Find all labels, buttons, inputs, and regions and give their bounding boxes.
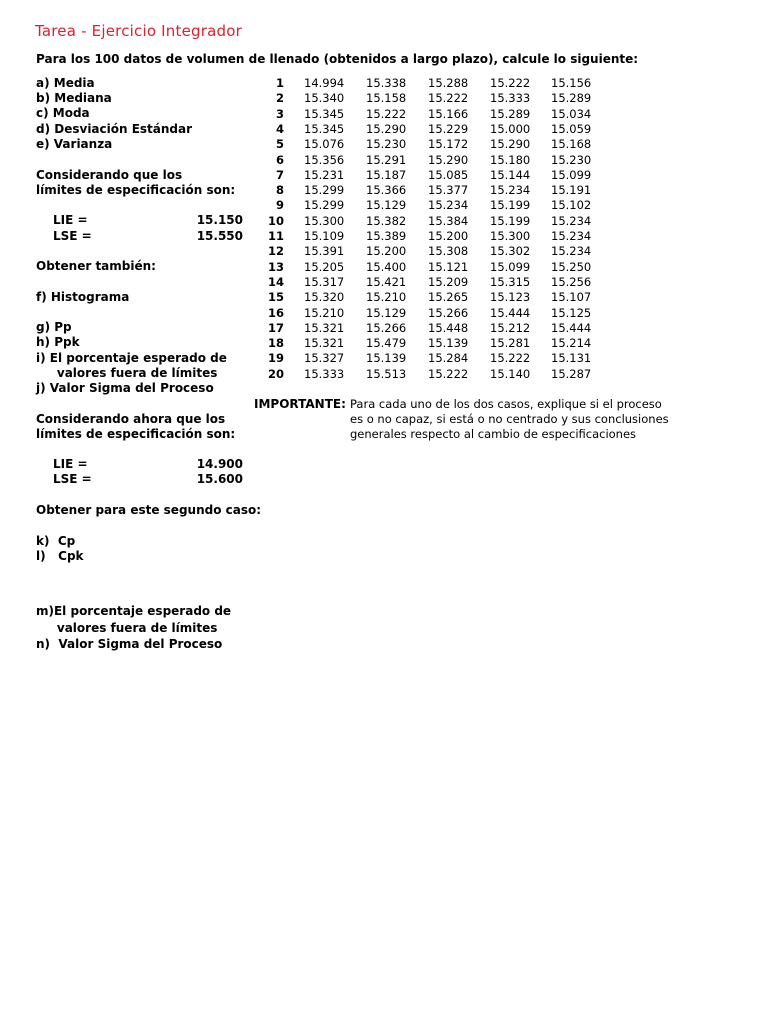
table-cell: 15.234	[551, 244, 592, 259]
table-cell: 15.391	[304, 244, 345, 259]
table-cell: 15.139	[366, 351, 407, 366]
table-cell: 15.212	[490, 320, 531, 335]
intro-text: Para los 100 datos de volumen de llenado (obtenidos a largo plazo), calcule lo siguiente:	[36, 52, 639, 66]
table-cell: 15.291	[366, 152, 407, 167]
table-cell: 15.129	[366, 198, 407, 213]
table-cell: 15.222	[428, 366, 469, 381]
important-label: IMPORTANTE:	[254, 397, 346, 411]
table-cell: 15.320	[304, 290, 345, 305]
table-cell: 15.266	[366, 320, 407, 335]
table-cell: 15.356	[304, 152, 345, 167]
table-cell: 15.139	[428, 336, 469, 351]
important-line-1: Para cada uno de los dos casos, explique si el proceso	[350, 397, 662, 411]
question-m: m)El porcentaje esperado de	[36, 604, 232, 618]
table-cell: 15.129	[366, 305, 407, 320]
table-cell: 15.034	[551, 106, 592, 121]
table-cell: 15.229	[428, 121, 469, 136]
row-number: 15	[267, 290, 284, 305]
table-cell: 15.214	[551, 336, 592, 351]
table-cell: 15.234	[490, 183, 531, 198]
table-cell: 15.222	[366, 106, 407, 121]
question-h: h) Ppk	[36, 335, 80, 349]
row-number: 18	[267, 336, 284, 351]
table-cell: 15.287	[551, 366, 592, 381]
row-number: 1	[275, 76, 284, 90]
table-cell: 15.384	[428, 213, 469, 228]
row-number: 6	[275, 152, 284, 167]
row-number: 7	[275, 167, 284, 182]
table-cell: 15.166	[428, 106, 469, 121]
table-cell: 15.345	[304, 106, 345, 121]
question-n: n) Valor Sigma del Proceso	[36, 637, 223, 651]
case2-lie-label: LIE =	[53, 457, 88, 471]
table-cell: 15.156	[551, 76, 592, 90]
table-cell: 15.199	[490, 213, 531, 228]
table-cell: 15.281	[490, 336, 531, 351]
case1-lse-value: 15.550	[196, 229, 243, 243]
table-cell: 15.125	[551, 305, 592, 320]
important-line-3: generales respecto al cambio de especificaciones	[350, 427, 637, 441]
table-cell: 15.200	[428, 229, 469, 243]
table-cell: 15.290	[428, 152, 469, 167]
table-cell: 15.290	[366, 121, 407, 136]
table-cell: 15.308	[428, 244, 469, 259]
table-cell: 15.109	[304, 229, 345, 243]
important-line-2: es o no capaz, si está o no centrado y sus conclusiones	[350, 412, 669, 426]
table-cell: 15.250	[551, 259, 592, 274]
question-k: k) Cp	[36, 534, 76, 548]
row-number: 13	[267, 259, 284, 274]
table-cell: 15.187	[366, 167, 407, 182]
important-text	[350, 397, 690, 442]
case1-heading-line2: límites de especificación son:	[36, 183, 236, 197]
table-cell: 15.123	[490, 290, 531, 305]
case1-lse-label: LSE =	[53, 229, 92, 243]
obtain-heading: Obtener también:	[36, 259, 156, 273]
table-cell: 15.338	[366, 76, 407, 90]
table-cell: 15.321	[304, 336, 345, 351]
table-cell: 15.321	[304, 320, 345, 335]
row-number: 16	[267, 305, 284, 320]
table-cell: 15.389	[366, 229, 407, 243]
row-number: 2	[275, 91, 284, 106]
table-cell: 15.231	[304, 167, 345, 182]
table-cell: 15.382	[366, 213, 407, 228]
table-cell: 15.230	[366, 137, 407, 152]
table-cell: 15.327	[304, 351, 345, 366]
table-cell: 15.210	[366, 290, 407, 305]
table-cell: 15.317	[304, 274, 345, 289]
table-cell: 15.180	[490, 152, 531, 167]
table-cell: 15.076	[304, 137, 345, 152]
table-cell: 15.121	[428, 259, 469, 274]
table-cell: 15.479	[366, 336, 407, 351]
table-cell: 15.288	[428, 76, 469, 90]
second-case-heading: Obtener para este segundo caso:	[36, 503, 262, 517]
table-cell: 15.222	[490, 351, 531, 366]
table-cell: 15.284	[428, 351, 469, 366]
table-cell: 15.340	[304, 91, 345, 106]
question-c: c) Moda	[36, 106, 90, 120]
table-cell: 15.289	[551, 91, 592, 106]
case2-lse-value: 15.600	[196, 472, 243, 486]
table-cell: 14.994	[304, 76, 345, 90]
row-number: 9	[275, 198, 284, 213]
row-number: 8	[275, 183, 284, 198]
table-cell: 15.234	[551, 229, 592, 243]
row-number: 20	[267, 366, 284, 381]
row-number: 12	[267, 244, 284, 259]
question-m-cont: valores fuera de límites	[36, 621, 218, 635]
table-cell: 15.377	[428, 183, 469, 198]
table-cell: 15.400	[366, 259, 407, 274]
question-l: l) Cpk	[36, 549, 84, 563]
table-cell: 15.144	[490, 167, 531, 182]
table-cell: 15.230	[551, 152, 592, 167]
row-number: 11	[267, 229, 284, 243]
table-cell: 15.085	[428, 167, 469, 182]
case2-lie-value: 14.900	[196, 457, 243, 471]
table-cell: 15.290	[490, 137, 531, 152]
table-cell: 15.448	[428, 320, 469, 335]
row-number: 10	[267, 213, 284, 228]
table-cell: 15.315	[490, 274, 531, 289]
table-cell: 15.140	[490, 366, 531, 381]
case2-heading-line2: límites de especificación son:	[36, 427, 236, 441]
table-cell: 15.302	[490, 244, 531, 259]
row-number: 3	[275, 106, 284, 121]
question-f: f) Histograma	[36, 290, 130, 304]
question-i: i) El porcentaje esperado de	[36, 351, 227, 365]
table-cell: 15.209	[428, 274, 469, 289]
table-cell: 15.222	[490, 76, 531, 90]
case1-lie-value: 15.150	[196, 213, 243, 227]
question-a: a) Media	[36, 76, 95, 90]
table-cell: 15.300	[304, 213, 345, 228]
case2-lse-label: LSE =	[53, 472, 92, 486]
question-d: d) Desviación Estándar	[36, 122, 193, 136]
table-cell: 15.333	[304, 366, 345, 381]
table-cell: 15.172	[428, 137, 469, 152]
document-title: Tarea - Ejercicio Integrador	[35, 22, 242, 40]
question-e: e) Varianza	[36, 137, 113, 151]
table-cell: 15.299	[304, 198, 345, 213]
table-cell: 15.200	[366, 244, 407, 259]
table-cell: 15.222	[428, 91, 469, 106]
table-cell: 15.205	[304, 259, 345, 274]
table-cell: 15.099	[551, 167, 592, 182]
question-j: j) Valor Sigma del Proceso	[36, 381, 214, 395]
table-cell: 15.289	[490, 106, 531, 121]
question-b: b) Mediana	[36, 91, 112, 105]
table-cell: 15.299	[304, 183, 345, 198]
table-cell: 15.444	[551, 320, 592, 335]
table-cell: 15.158	[366, 91, 407, 106]
table-cell: 15.256	[551, 274, 592, 289]
table-cell: 15.168	[551, 137, 592, 152]
table-cell: 15.345	[304, 121, 345, 136]
question-i-cont: valores fuera de límites	[36, 366, 218, 380]
question-g: g) Pp	[36, 320, 72, 334]
row-number: 5	[275, 137, 284, 152]
table-cell: 15.333	[490, 91, 531, 106]
case1-heading-line1: Considerando que los	[36, 168, 183, 182]
table-cell: 15.513	[366, 366, 407, 381]
table-cell: 15.210	[304, 305, 345, 320]
table-cell: 15.444	[490, 305, 531, 320]
table-cell: 15.300	[490, 229, 531, 243]
table-cell: 15.099	[490, 259, 531, 274]
row-number: 4	[275, 121, 284, 136]
table-cell: 15.234	[428, 198, 469, 213]
row-number: 14	[267, 274, 284, 289]
table-cell: 15.421	[366, 274, 407, 289]
case2-heading-line1: Considerando ahora que los	[36, 412, 226, 426]
table-cell: 15.131	[551, 351, 592, 366]
case1-lie-label: LIE =	[53, 213, 88, 227]
row-number: 19	[267, 351, 284, 366]
table-cell: 15.199	[490, 198, 531, 213]
table-cell: 15.234	[551, 213, 592, 228]
table-cell: 15.000	[490, 121, 531, 136]
row-number: 17	[267, 320, 284, 335]
table-cell: 15.265	[428, 290, 469, 305]
table-cell: 15.102	[551, 198, 592, 213]
table-cell: 15.266	[428, 305, 469, 320]
table-cell: 15.191	[551, 183, 592, 198]
table-cell: 15.366	[366, 183, 407, 198]
table-cell: 15.059	[551, 121, 592, 136]
table-cell: 15.107	[551, 290, 592, 305]
